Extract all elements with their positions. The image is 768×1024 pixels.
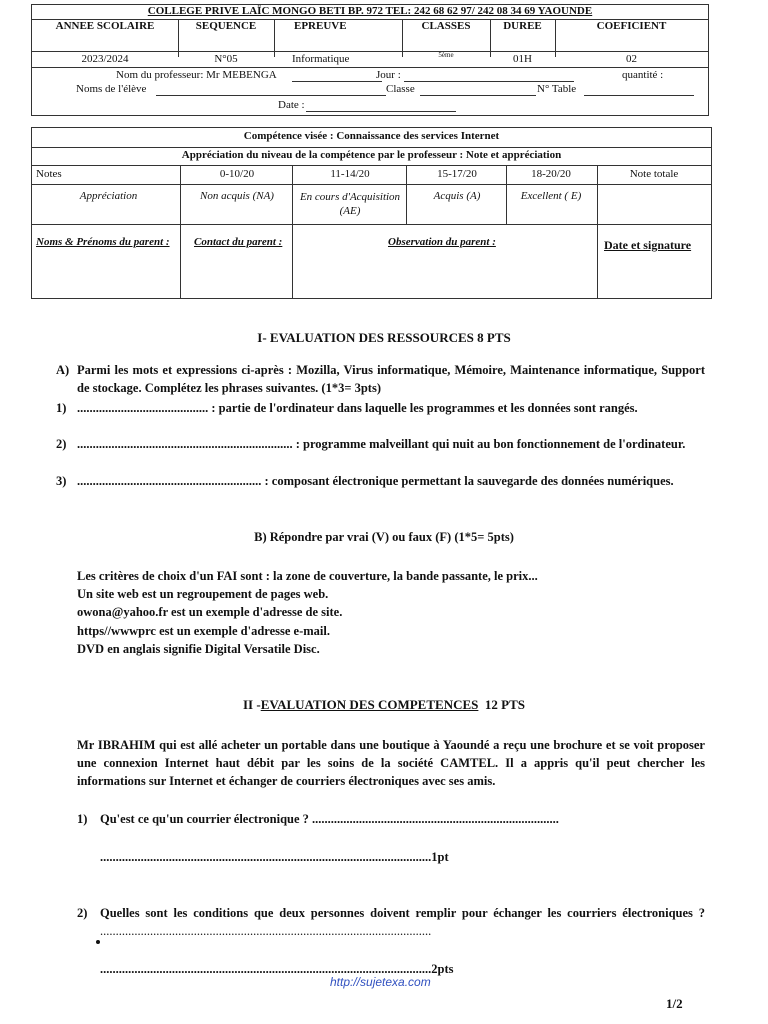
q3-line: ........................................................... : composant électronique permettant la sauvegarde des données numériques. [77, 474, 674, 488]
context-text: Mr IBRAHIM qui est allé acheter un portable dans une boutique à Yaoundé a reçu une brochure et se voit proposer une connexion Internet haut débit par les soins de la société CAMTEL. Il a appris qu'il peut chercher les informations sur Internet et échanger de courriers électroniques avec ses amis. [77, 738, 705, 788]
a-label: A) [56, 363, 70, 377]
b-item-2: Un site web est un regroupement de pages web. [77, 587, 329, 601]
val-duree: 01H [513, 53, 532, 65]
b-item-3: owona@yahoo.fr est un exemple d'adresse de site. [77, 605, 343, 619]
a-text: Parmi les mots et expressions ci-après : Mozilla, Virus informatique, Mémoire, Maintenance informatique, Support de stockage. Complétez les phrases suivantes. (1*3= 3pts) [77, 363, 705, 395]
s2-q2-text: Quelles sont les conditions que deux personnes doivent remplir pour échanger les courriers électroniques ? [100, 906, 705, 920]
q3-num: 3) [56, 474, 67, 488]
section1-title: I- EVALUATION DES RESSOURCES 8 PTS [257, 330, 511, 345]
b-item-4: https//wwwprc est un exemple d'adresse e-mail. [77, 624, 330, 638]
level-na: Non acquis (NA) [200, 190, 274, 202]
col-sequence: SEQUENCE [195, 20, 257, 32]
competence-title: Compétence visée : Connaissance des services Internet [243, 130, 500, 142]
b-item-1: Les critères de choix d'un FAI sont : la zone de couverture, la bande passante, le prix... [77, 569, 538, 583]
level-e: Excellent ( E) [520, 190, 582, 202]
val-annee: 2023/2024 [81, 53, 129, 65]
range-3: 15-17/20 [437, 168, 477, 180]
footer-link[interactable]: http://sujetexa.com [330, 975, 431, 989]
q2-line: ..................................................................... : programme malveillant qui nuit au bon fonctionnement de l'ordinateur. [77, 437, 686, 451]
parent-contact-label: Contact du parent : [194, 236, 283, 248]
val-classes: 5ème [438, 51, 454, 59]
level-a: Acquis (A) [433, 190, 481, 202]
s2-q2-answer: ..........................................................................................................2pts [100, 962, 454, 976]
s2-q1-answer: ..........................................................................................................1pt [100, 850, 449, 864]
jour-label: Jour : [376, 69, 401, 81]
b-item-5: DVD en anglais signifie Digital Versatile Disc. [77, 642, 320, 656]
s2-q1-num: 1) [77, 812, 88, 826]
parent-name-label: Noms & Prénoms du parent : [36, 236, 170, 248]
b-title: B) Répondre par vrai (V) ou faux (F) (1*5= 5pts) [254, 530, 514, 544]
s2-q1-text: Qu'est ce qu'un courrier électronique ? [100, 812, 309, 826]
s2-q2-line: Quelles sont les conditions que deux personnes doivent remplir pour échanger les courriers électroniques ? .......................................................................................................... [100, 906, 705, 938]
page-number: 1/2 [666, 996, 683, 1011]
range-2: 11-14/20 [330, 168, 370, 180]
col-epreuve: EPREUVE [294, 20, 347, 32]
q3-text: : composant électronique permettant la sauvegarde des données numériques. [264, 474, 674, 488]
section2-title: II -EVALUATION DES COMPETENCES 12 PTS [243, 697, 525, 712]
header-table [31, 4, 709, 116]
col-coef: COEFICIENT [596, 20, 667, 32]
q1-text: : partie de l'ordinateur dans laquelle les programmes et les données sont rangés. [211, 401, 638, 415]
prof-name: Nom du professeur: Mr MEBENGA [116, 69, 277, 81]
col-classes: CLASSES [421, 20, 471, 32]
val-coef: 02 [626, 53, 637, 65]
table-label: N° Table [537, 83, 577, 95]
classe-label: Classe [386, 83, 415, 95]
col-duree: DUREE [503, 20, 542, 32]
appreciation-label: Appréciation [79, 190, 138, 202]
notes-label: Notes [36, 168, 62, 180]
appreciation-title: Appréciation du niveau de la compétence par le professeur : Note et appréciation [181, 149, 562, 161]
note-totale: Note totale [629, 168, 679, 180]
q1-num: 1) [56, 401, 67, 415]
school-line: COLLEGE PRIVE LAÏC MONGO BETI BP. 972 TEL: 242 68 62 97/ 242 08 34 69 YAOUNDE [147, 5, 593, 17]
s2-q2-num: 2) [77, 906, 88, 920]
date-signature-label: Date et signature [604, 238, 692, 252]
val-sequence: N°05 [214, 53, 238, 65]
range-4: 18-20/20 [531, 168, 571, 180]
eleve-label: Noms de l'élève [76, 83, 147, 95]
q1-line: .......................................... : partie de l'ordinateur dans laquelle les programmes et les données sont rangés. [77, 401, 638, 415]
level-ae: En cours d'Acquisition (AE) [299, 191, 401, 217]
val-epreuve: Informatique [292, 53, 350, 65]
q2-num: 2) [56, 437, 67, 451]
date-label: Date : [278, 99, 305, 111]
range-1: 0-10/20 [219, 168, 255, 180]
parent-obs-label: Observation du parent : [388, 236, 496, 248]
competence-table [31, 127, 712, 299]
quantite-label: quantité : [622, 69, 664, 81]
col-annee: ANNEE SCOLAIRE [55, 20, 155, 32]
s2-q1-line: Qu'est ce qu'un courrier électronique ? ............................................................................... [100, 812, 559, 826]
q2-text: : programme malveillant qui nuit au bon fonctionnement de l'ordinateur. [295, 437, 686, 451]
